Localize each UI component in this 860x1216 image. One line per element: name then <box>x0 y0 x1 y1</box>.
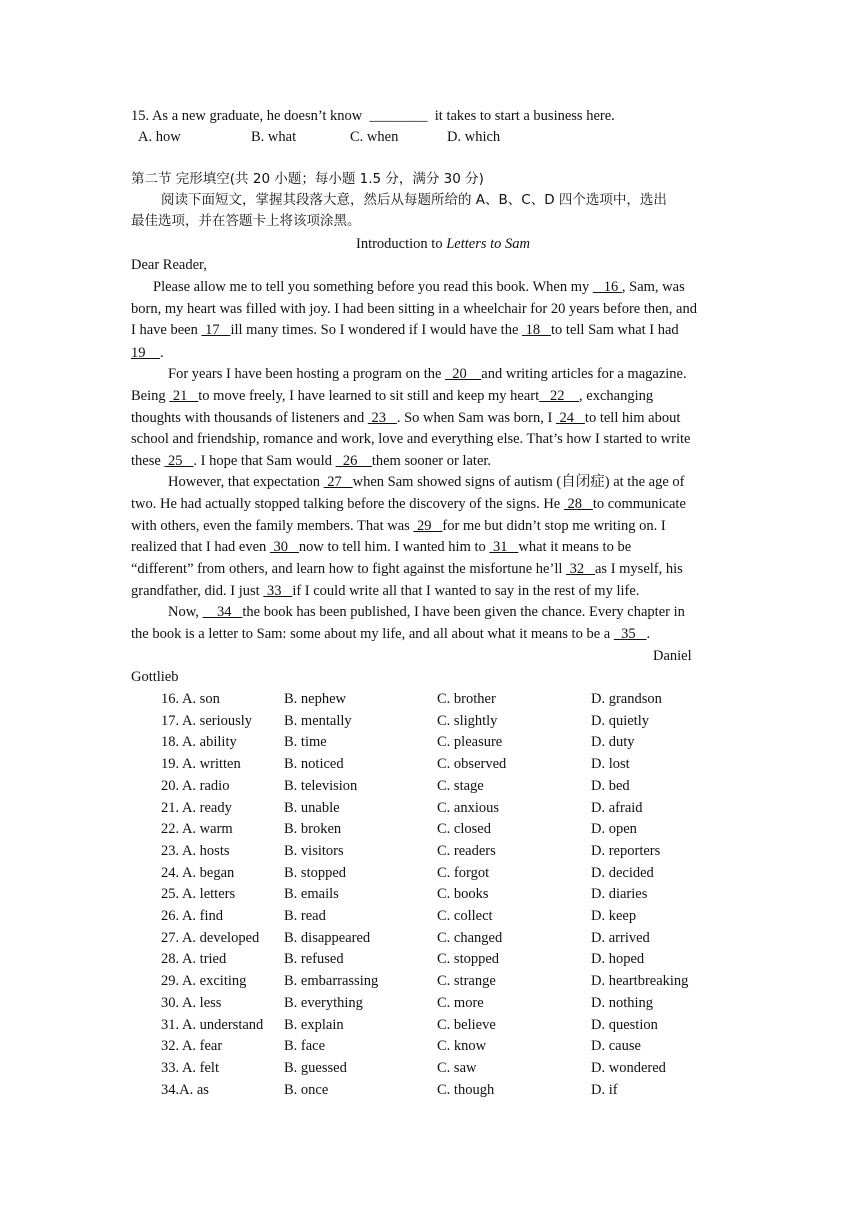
question-option-c: C. though <box>437 1081 495 1098</box>
question-option-d: D. if <box>591 1081 618 1098</box>
passage-line <box>131 409 680 427</box>
passage-line <box>131 495 686 513</box>
question-option-b: B. embarrassing <box>284 973 379 990</box>
passage-line <box>131 321 679 339</box>
question-option-c: C. books <box>437 886 489 903</box>
passage-text: as I myself, his <box>595 561 683 577</box>
passage-line <box>131 582 639 600</box>
passage-line <box>168 473 684 491</box>
question-option-d: D. keep <box>591 908 637 924</box>
question-option-c: C. anxious <box>437 799 500 816</box>
passage-text: Please allow me to tell you something before you read this book. When my <box>153 279 593 295</box>
passage-line <box>153 278 685 296</box>
question-option-b: B. emails <box>284 886 339 903</box>
question-option-b: B. unable <box>284 799 340 816</box>
question-option-a: 22. A. warm <box>161 821 233 838</box>
passage-title-italic: Letters to Sam <box>446 236 530 252</box>
passage-line <box>168 365 687 383</box>
question-option-c: C. changed <box>437 929 503 946</box>
passage-text: these <box>131 453 165 469</box>
passage-text: and writing articles for a magazine. <box>481 366 687 382</box>
question-option-b: B. nephew <box>284 691 347 707</box>
passage-text: thoughts with thousands of listeners and <box>131 410 368 426</box>
question-option-d: D. cause <box>591 1038 641 1055</box>
question-option-b: B. mentally <box>284 712 352 729</box>
question-option-c: C. strange <box>437 973 496 990</box>
question-option-d: D. diaries <box>591 886 648 903</box>
q15-blank: ________ <box>369 108 428 124</box>
cloze-blank: 35 <box>613 626 647 642</box>
cloze-blank: 26 <box>335 453 372 469</box>
question-option-b: B. television <box>284 777 358 794</box>
passage-line <box>131 300 697 318</box>
question-option-b: B. face <box>284 1038 326 1055</box>
passage-title-prefix: Introduction to <box>356 236 447 252</box>
question-option-b: B. refused <box>284 951 344 968</box>
question-option-a: 17. A. seriously <box>161 712 253 729</box>
passage-text: with others, even the family members. That was <box>131 518 414 534</box>
question-option-c: C. know <box>437 1038 487 1055</box>
question-option-d: D. heartbreaking <box>591 973 689 990</box>
question-option-b: B. noticed <box>284 756 344 773</box>
passage-text: them sooner or later. <box>371 453 492 469</box>
passage-line <box>131 560 683 578</box>
passage-text: . <box>646 626 651 642</box>
passage-text: when Sam showed signs of autism (自闭症) at the age of <box>352 474 685 490</box>
question-option-d: D. question <box>591 1016 658 1033</box>
passage-text: the book is a letter to Sam: some about my life, and all about what it means to be a <box>131 626 614 642</box>
q15-option-c: C. when <box>350 129 399 145</box>
passage-line <box>131 517 666 535</box>
passage-title <box>356 235 530 253</box>
question-option-a: 26. A. find <box>161 908 224 924</box>
question-option-c: C. pleasure <box>437 734 503 751</box>
signature-first: Daniel <box>653 648 692 664</box>
question-option-d: D. arrived <box>591 929 650 946</box>
q15-option-d: D. which <box>447 129 501 145</box>
passage-text: “different” from others, and learn how to fight against the misfortune he’ll <box>131 561 566 577</box>
cloze-blank: 29 <box>413 518 443 534</box>
passage-text: school and friendship, romance and work, love and everything else. That’s how I started to write <box>131 431 691 447</box>
question-option-b: B. explain <box>284 1016 344 1033</box>
section-instruction-1: 阅读下面短文，掌握其段落大意，然后从每题所给的 A、B、C、D 四个选项中，选出 <box>161 192 667 208</box>
cloze-blank: 25 <box>164 453 194 469</box>
q15-option-a: A. how <box>138 129 181 145</box>
question-option-b: B. time <box>284 734 327 751</box>
passage-text: ill many times. So I wondered if I would have the <box>230 322 523 338</box>
cloze-blank: 21 <box>169 388 199 404</box>
passage-text: realized that I had even <box>131 539 270 555</box>
question-option-d: D. wondered <box>591 1059 666 1076</box>
question-option-d: D. hoped <box>591 951 645 968</box>
question-option-c: C. stopped <box>437 951 500 968</box>
question-option-d: D. quietly <box>591 712 649 729</box>
passage-text: grandfather, did. I just <box>131 583 264 599</box>
question-option-d: D. lost <box>591 756 630 773</box>
cloze-blank: 19 <box>131 345 160 361</box>
question-option-c: C. stage <box>437 777 484 794</box>
cloze-blank: 22 <box>539 388 580 404</box>
question-option-a: 33. A. felt <box>161 1059 219 1076</box>
salutation: Dear Reader, <box>131 257 207 273</box>
question-option-c: C. more <box>437 994 484 1011</box>
question-option-d: D. duty <box>591 734 635 751</box>
question-option-a: 30. A. less <box>161 994 222 1011</box>
passage-text: if I could write all that I wanted to say in the rest of my life. <box>292 583 640 599</box>
cloze-blank: 24 <box>555 410 585 426</box>
passage-line <box>131 430 690 448</box>
question-option-c: C. believe <box>437 1016 496 1033</box>
q15-stem <box>131 107 615 125</box>
passage-text: . I hope that Sam would <box>193 453 336 469</box>
question-option-b: B. broken <box>284 821 342 838</box>
question-option-a: 20. A. radio <box>161 777 230 794</box>
cloze-blank: 32 <box>566 561 595 577</box>
question-option-c: C. closed <box>437 821 491 838</box>
cloze-blank: 31 <box>489 539 519 555</box>
section-heading: 第二节 完形填空(共 20 小题；每小题 1.5 分，满分 30 分) <box>131 171 484 187</box>
question-option-a: 28. A. tried <box>161 951 227 968</box>
question-option-a: 19. A. written <box>161 756 241 773</box>
passage-text: now to tell him. I wanted him to <box>298 539 490 555</box>
cloze-blank: 27 <box>323 474 353 490</box>
passage-text: to move freely, I have learned to sit still and keep my heart <box>198 388 540 404</box>
question-option-c: C. observed <box>437 756 507 773</box>
passage-line <box>131 387 653 405</box>
question-option-d: D. nothing <box>591 994 654 1011</box>
cloze-blank: 20 <box>445 366 482 382</box>
question-option-a: 16. A. son <box>161 691 220 707</box>
cloze-blank: 16 <box>592 279 622 295</box>
question-option-d: D. decided <box>591 864 654 881</box>
question-option-c: C. brother <box>437 691 496 707</box>
question-option-a: 25. A. letters <box>161 886 236 903</box>
section-instruction-2: 最佳选项，并在答题卡上将该项涂黑。 <box>131 213 361 229</box>
question-option-b: B. everything <box>284 994 363 1011</box>
passage-text: , Sam, was <box>621 279 685 295</box>
question-option-a: 32. A. fear <box>161 1038 223 1055</box>
passage-line <box>131 344 164 362</box>
cloze-blank: 34 <box>202 604 243 620</box>
passage-text: . <box>160 345 164 361</box>
passage-text: to tell him about <box>584 410 681 426</box>
q15-stem-pre: 15. As a new graduate, he doesn’t know <box>131 108 363 124</box>
question-option-a: 34.A. as <box>161 1081 209 1098</box>
passage-text: For years I have been hosting a program on the <box>168 366 446 382</box>
passage-text: what it means to be <box>518 539 632 555</box>
signature-last: Gottlieb <box>131 669 179 685</box>
question-option-a: 21. A. ready <box>161 799 232 816</box>
q15-option-b: B. what <box>251 129 297 145</box>
question-option-d: D. grandson <box>591 691 662 707</box>
passage-text: However, that expectation <box>168 474 324 490</box>
passage-text: the book has been published, I have been given the chance. Every chapter in <box>242 604 685 620</box>
cloze-blank: 30 <box>269 539 299 555</box>
question-option-a: 29. A. exciting <box>161 973 247 990</box>
question-option-b: B. read <box>284 908 326 924</box>
cloze-blank: 18 <box>522 322 552 338</box>
question-option-b: B. stopped <box>284 864 347 881</box>
passage-text: to communicate <box>592 496 686 512</box>
passage-text: , exchanging <box>579 388 654 404</box>
passage-text: I have been <box>131 322 202 338</box>
cloze-blank: 23 <box>367 410 397 426</box>
cloze-blank: 33 <box>263 583 293 599</box>
question-option-d: D. open <box>591 821 637 838</box>
question-option-a: 24. A. began <box>161 864 235 881</box>
cloze-blank: 28 <box>563 496 593 512</box>
question-option-c: C. collect <box>437 908 493 924</box>
question-option-b: B. visitors <box>284 842 344 859</box>
question-option-a: 18. A. ability <box>161 734 237 751</box>
question-option-b: B. disappeared <box>284 929 371 946</box>
question-option-b: B. once <box>284 1081 329 1098</box>
question-option-d: D. afraid <box>591 799 643 816</box>
question-option-c: C. readers <box>437 842 496 859</box>
passage-line <box>131 452 491 470</box>
passage-line <box>168 603 685 621</box>
cloze-blank: 17 <box>201 322 231 338</box>
question-option-d: D. bed <box>591 777 630 794</box>
question-option-a: 31. A. understand <box>161 1016 264 1033</box>
passage-line <box>131 625 650 643</box>
passage-text: Being <box>131 388 170 404</box>
question-option-c: C. slightly <box>437 712 498 729</box>
q15-stem-post: it takes to start a business here. <box>434 108 615 124</box>
passage-text: for me but didn’t stop me writing on. I <box>442 518 666 534</box>
question-option-a: 27. A. developed <box>161 929 260 946</box>
question-option-d: D. reporters <box>591 842 661 859</box>
passage-text: to tell Sam what I had <box>551 322 679 338</box>
question-option-a: 23. A. hosts <box>161 842 230 859</box>
passage-line <box>131 538 631 556</box>
passage-text: Now, <box>168 604 203 620</box>
question-option-c: C. saw <box>437 1059 477 1076</box>
passage-text: born, my heart was filled with joy. I had been sitting in a wheelchair for 20 years before then, and <box>131 301 697 317</box>
question-option-b: B. guessed <box>284 1059 347 1076</box>
question-option-c: C. forgot <box>437 864 490 881</box>
passage-text: . So when Sam was born, I <box>396 410 556 426</box>
passage-text: two. He had actually stopped talking before the discovery of the signs. He <box>131 496 564 512</box>
